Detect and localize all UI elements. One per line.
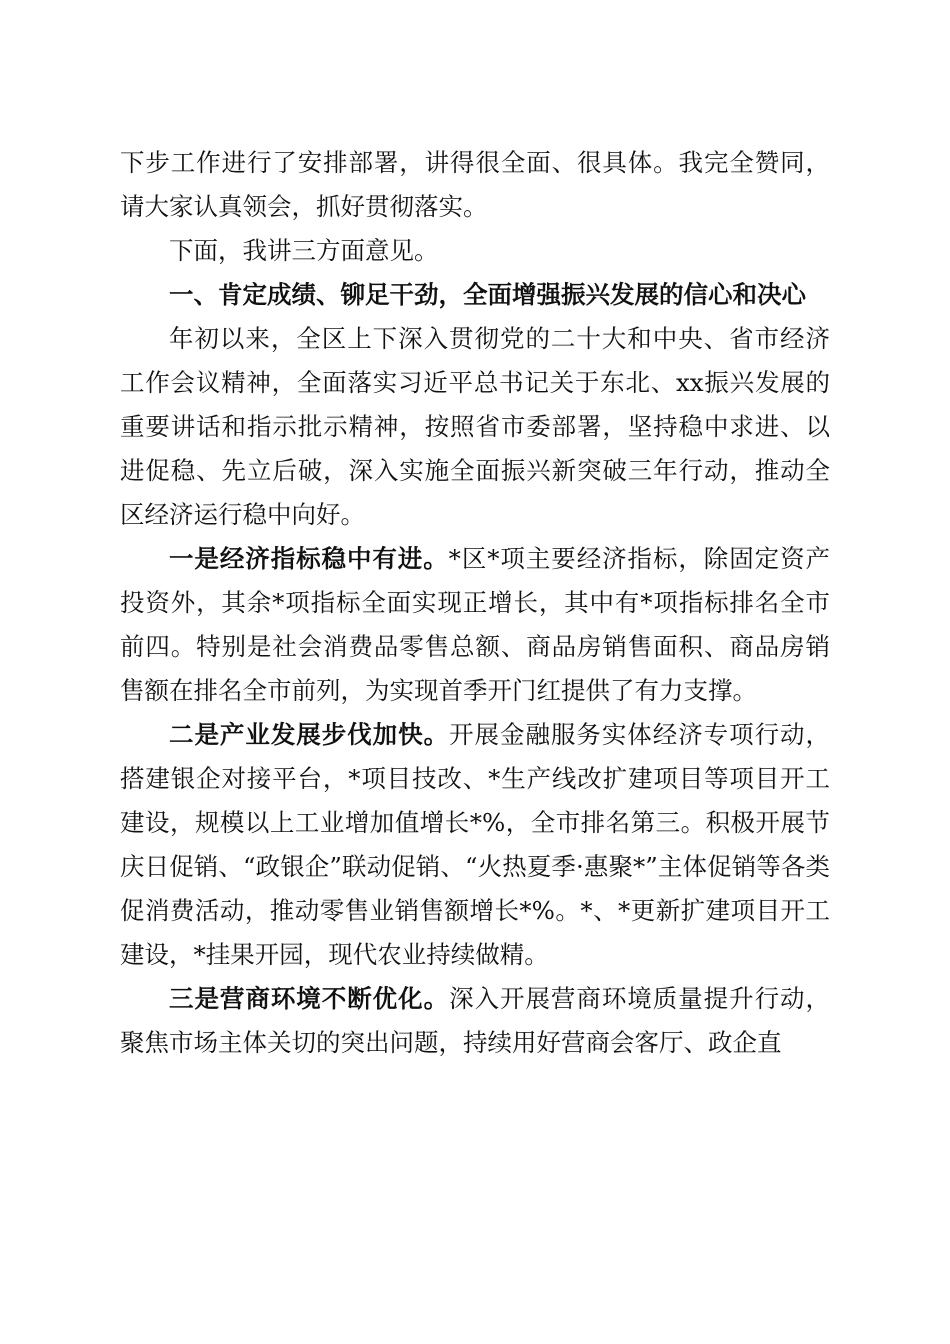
paragraph-lead: 三是营商环境不断优化。 [169, 984, 450, 1013]
paragraph-intro: 下面，我讲三方面意见。 [169, 236, 439, 265]
paragraph-lead: 一是经济指标稳中有进。 [169, 544, 449, 573]
paragraph-lead: 二是产业发展步伐加快。 [169, 720, 450, 749]
paragraph-body: 深入开展营商环境质量提升行动，聚焦市场主体关切的突出问题，持续用好营商会客厅、政企直 [120, 984, 831, 1057]
paragraph-overview: 年初以来，全区上下深入贯彻党的二十大和中央、省市经济工作会议精神，全面落实习近平总书记关于东北、xx振兴发展的重要讲话和指示批示精神，按照省市委部署，坚持稳中求进、以进促稳、先立后破，深入实施全面振兴新突破三年行动，推动全区经济运行稳中向好。 [120, 324, 830, 529]
paragraph-body: *区*项主要经济指标，除固定资产投资外，其余*项指标全面实现正增长，其中有*项指标排名全市前四。特别是社会消费品零售总额、商品房销售面积、商品房销售额在排名全市前列，为实现首季开门红提供了有力支撑。 [120, 544, 831, 705]
section-heading-1: 一、肯定成绩、铆足干劲，全面增强振兴发展的信心和决心 [169, 280, 806, 309]
paragraph-industry-development [120, 713, 830, 977]
document-page [120, 141, 830, 1065]
paragraph-body: 开展金融服务实体经济专项行动，搭建银企对接平台，*项目技改、*生产线改扩建项目等项目开工建设，规模以上工业增加值增长*%，全市排名第三。积极开展节庆日促销、“政银企”联动促销、“火热夏季·惠聚*”主体促销等各类促消费活动，推动零售业销售额增长*%。*、*更新扩建项目开工建设，*挂果开园，现代农业持续做精。 [120, 720, 831, 969]
paragraph-business-environment [120, 977, 830, 1065]
paragraph-economic-indicators [120, 537, 830, 713]
paragraph-continuation: 下步工作进行了安排部署，讲得很全面、很具体。我完全赞同，请大家认真领会，抓好贯彻落实。 [120, 148, 830, 221]
